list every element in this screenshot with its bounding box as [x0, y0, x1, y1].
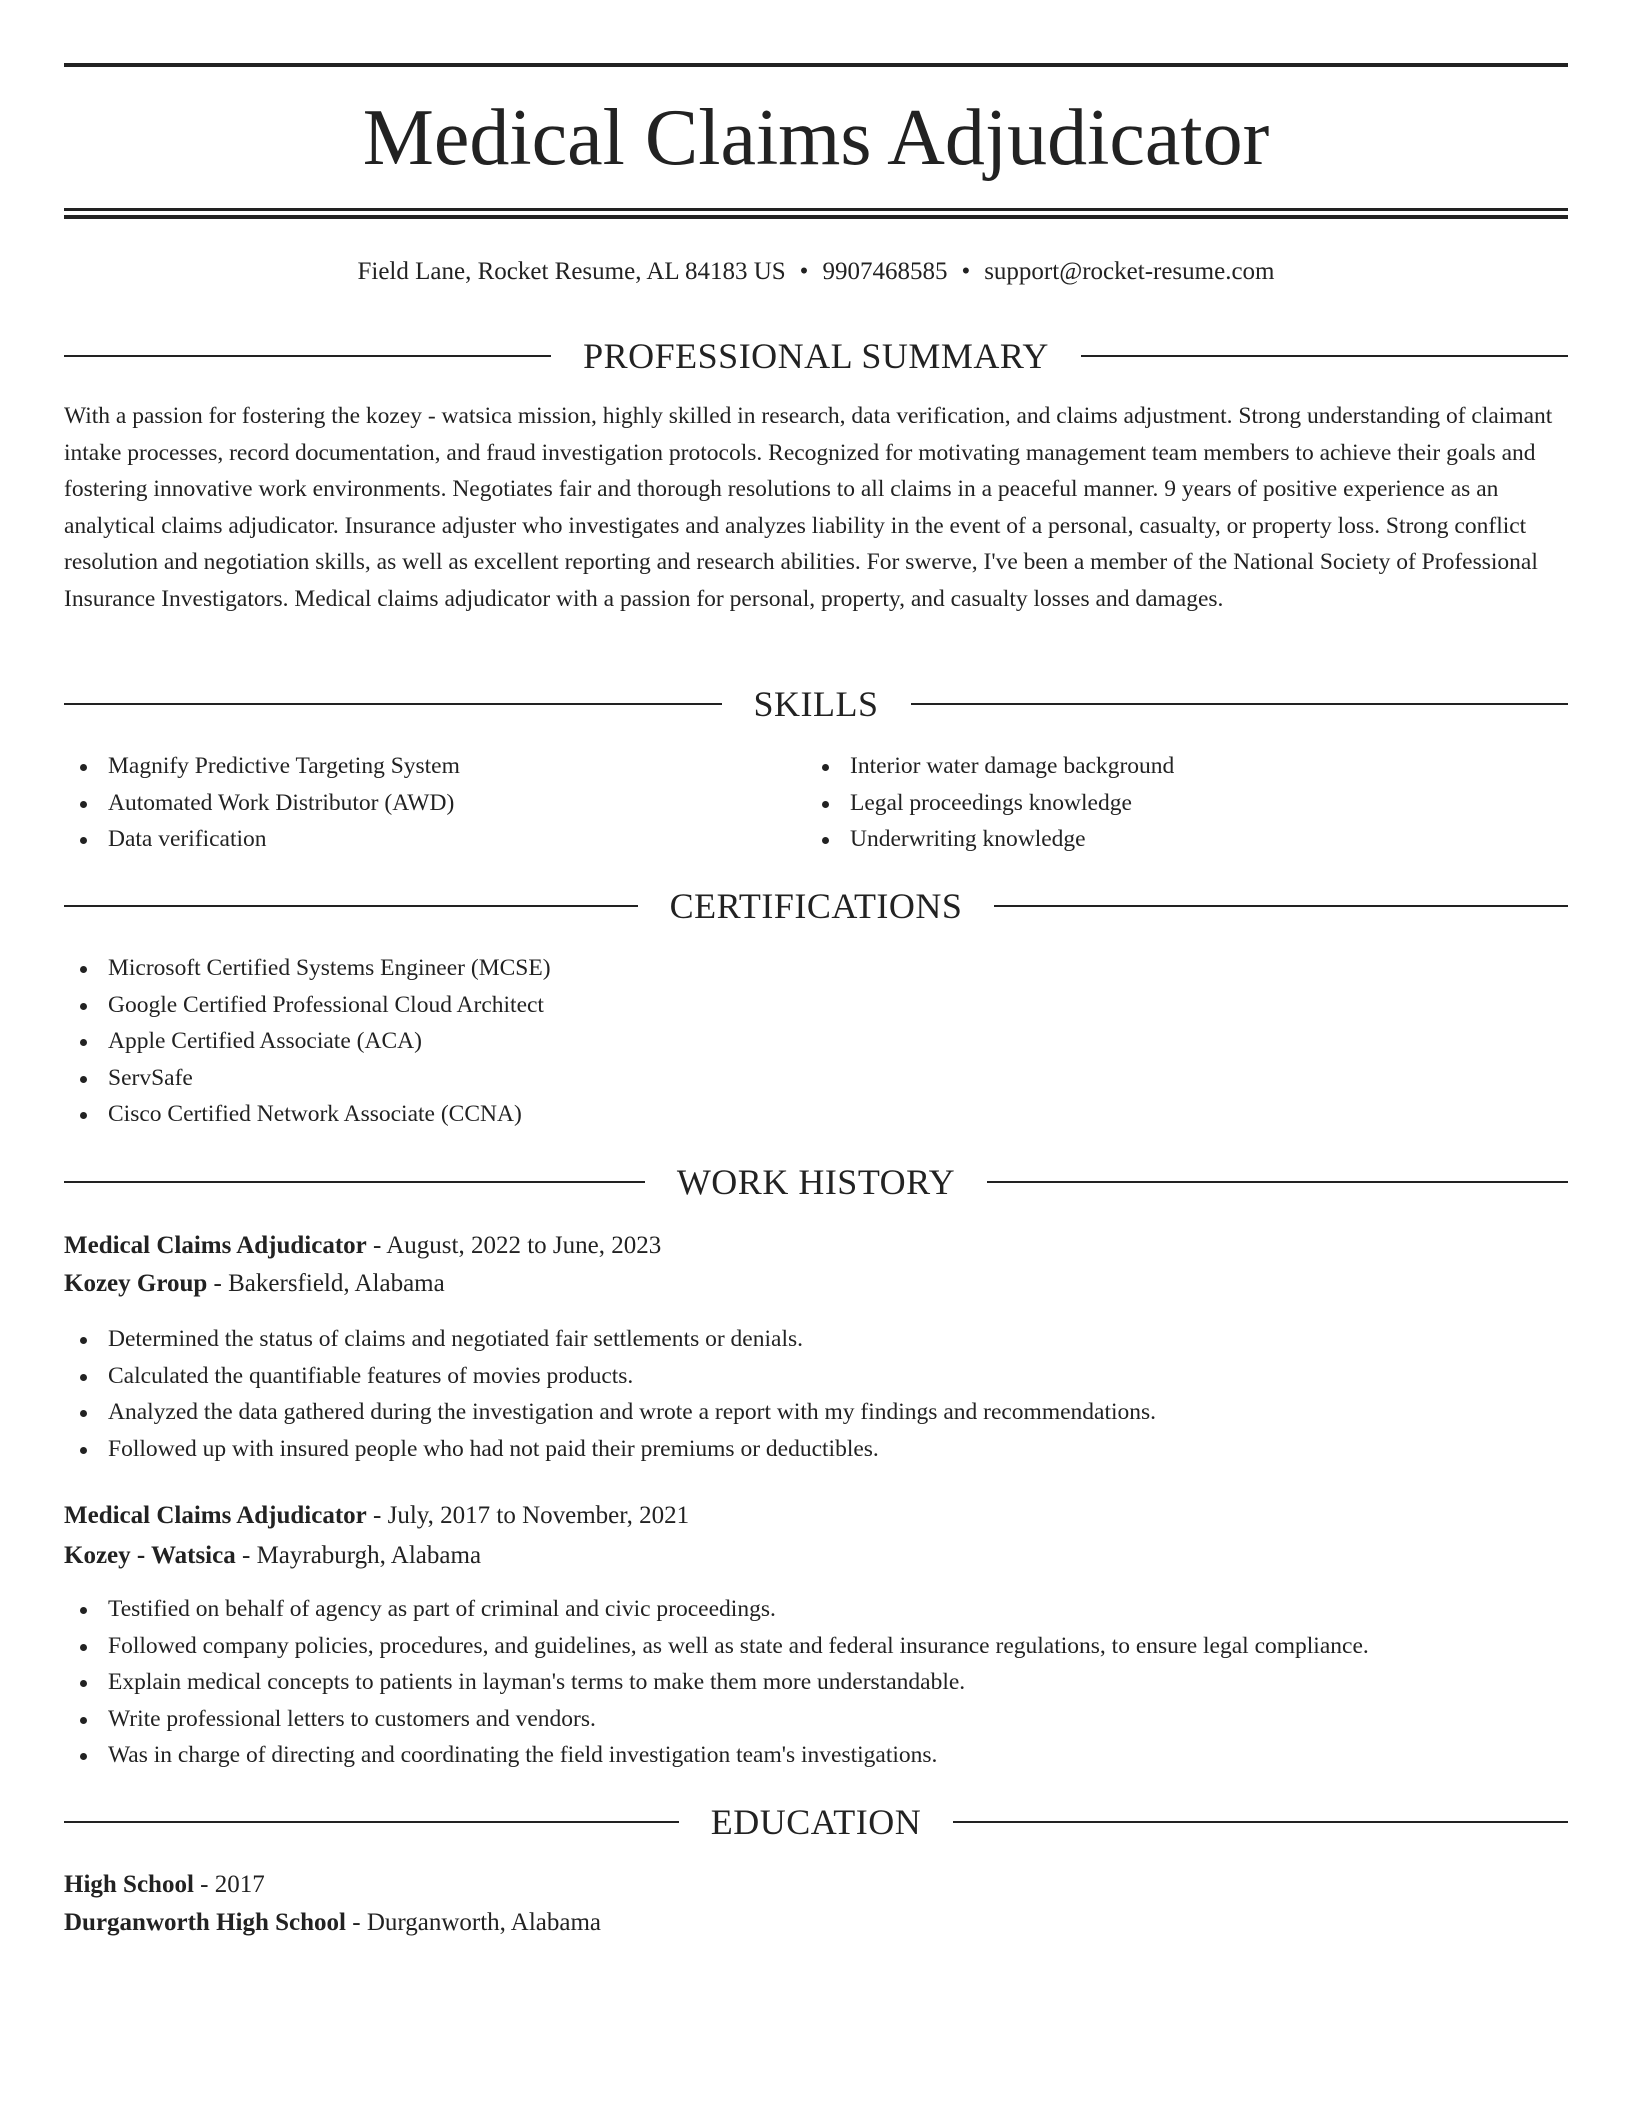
contact-separator: • — [961, 258, 971, 285]
certification-item: Cisco Certified Network Associate (CCNA) — [64, 1096, 551, 1133]
heading-rule-left — [64, 703, 722, 705]
certifications-list — [64, 950, 551, 1133]
certification-item: ServSafe — [64, 1060, 551, 1097]
summary-heading-label: PROFESSIONAL SUMMARY — [583, 336, 1049, 376]
job-title: Medical Claims Adjudicator — [64, 1232, 367, 1259]
job-bullets — [64, 1321, 1156, 1467]
heading-rule-right — [911, 703, 1569, 705]
certification-item: Microsoft Certified Systems Engineer (MCSE) — [64, 950, 551, 987]
resume-name: Medical Claims Adjudicator — [362, 94, 1270, 182]
certifications-heading-label: CERTIFICATIONS — [669, 886, 963, 926]
job-title-line: Medical Claims Adjudicator - August, 2022 to June, 2023 — [64, 1232, 662, 1259]
heading-rule-right — [1081, 355, 1568, 357]
education-heading-label: EDUCATION — [710, 1802, 922, 1842]
job-location: Mayraburgh, Alabama — [256, 1542, 482, 1569]
heading-rule-left — [64, 905, 638, 907]
skill-item: Data verification — [64, 821, 460, 858]
skill-item: Magnify Predictive Targeting System — [64, 748, 460, 785]
job-bullet: Analyzed the data gathered during the investigation and wrote a report with my findings and recommendations. — [64, 1394, 1156, 1431]
skill-item: Underwriting knowledge — [806, 821, 1174, 858]
job-bullet: Explain medical concepts to patients in layman's terms to make them more understandable. — [64, 1664, 1369, 1701]
skills-heading — [64, 682, 1568, 726]
education-school-line: Durganworth High School - Durganworth, Alabama — [64, 1909, 602, 1936]
heading-rule-right — [994, 905, 1568, 907]
job-bullet: Calculated the quantifiable features of movies products. — [64, 1358, 1156, 1395]
contact-email: support@rocket-resume.com — [984, 258, 1275, 285]
job-bullet: Followed up with insured people who had not paid their premiums or deductibles. — [64, 1431, 1156, 1468]
heading-rule-left — [64, 1821, 679, 1823]
work-heading — [64, 1160, 1568, 1204]
job-bullet: Testified on behalf of agency as part of criminal and civic proceedings. — [64, 1591, 1369, 1628]
contact-phone: 9907468585 — [822, 258, 948, 285]
job-company: Kozey Group — [64, 1270, 208, 1297]
job-bullet: Followed company policies, procedures, and guidelines, as well as state and federal insurance regulations, to ensure legal compliance. — [64, 1628, 1369, 1665]
summary-text: With a passion for fostering the kozey - watsica mission, highly skilled in research, data verification, and claims adjustment. Strong understanding of claimant intake processes, record documentation, and fraud investigation protocols. Recognized for motivating management team members to achieve their goals and fostering innovative work environments. Negotiates fair and thorough resolutions to all claims in a peaceful manner. 9 years of positive experience as an analytical claims adjudicator. Insurance adjuster who investigates and analyzes liability in the event of a personal, casualty, or property loss. Strong conflict resolution and negotiation skills, as well as excellent reporting and research abilities. For swerve, I've been a member of the National Society of Professional Insurance Investigators. Medical claims adjudicator with a passion for personal, property, and casualty losses and damages. — [64, 403, 1553, 612]
job-location: Bakersfield, Alabama — [228, 1270, 445, 1297]
job-dates: August, 2022 to June, 2023 — [386, 1232, 662, 1259]
job-company: Kozey - Watsica — [64, 1542, 236, 1569]
education-school: Durganworth High School — [64, 1909, 346, 1936]
skill-item: Legal proceedings knowledge — [806, 785, 1174, 822]
skill-item: Automated Work Distributor (AWD) — [64, 785, 460, 822]
certification-item: Apple Certified Associate (ACA) — [64, 1023, 551, 1060]
education-location: Durganworth, Alabama — [366, 1909, 602, 1936]
job-dates: July, 2017 to November, 2021 — [387, 1502, 690, 1529]
contact-separator: • — [799, 258, 809, 285]
certifications-heading — [64, 884, 1568, 928]
heading-rule-left — [64, 1181, 645, 1183]
education-degree-line: High School - 2017 — [64, 1871, 265, 1898]
skills-heading-label: SKILLS — [753, 684, 879, 724]
education-year: 2017 — [214, 1871, 265, 1898]
education-degree: High School — [64, 1871, 194, 1898]
job-company-line: Kozey Group - Bakersfield, Alabama — [64, 1270, 445, 1297]
job-title: Medical Claims Adjudicator — [64, 1502, 367, 1529]
skills-list-left — [64, 748, 460, 858]
job-bullet: Write professional letters to customers and vendors. — [64, 1701, 1369, 1738]
job-bullet: Was in charge of directing and coordinating the field investigation team's investigations. — [64, 1737, 1369, 1774]
job-bullets — [64, 1591, 1369, 1774]
heading-rule-right — [953, 1821, 1568, 1823]
education-heading — [64, 1800, 1568, 1844]
skill-item: Interior water damage background — [806, 748, 1174, 785]
work-heading-label: WORK HISTORY — [676, 1162, 956, 1202]
top-rule — [64, 63, 1568, 67]
contact-address: Field Lane, Rocket Resume, AL 84183 US — [357, 258, 786, 285]
job-company-line: Kozey - Watsica - Mayraburgh, Alabama — [64, 1542, 482, 1569]
heading-rule-left — [64, 355, 551, 357]
job-bullet: Determined the status of claims and negotiated fair settlements or denials. — [64, 1321, 1156, 1358]
certification-item: Google Certified Professional Cloud Architect — [64, 987, 551, 1024]
summary-heading — [64, 334, 1568, 378]
job-title-line: Medical Claims Adjudicator - July, 2017 to November, 2021 — [64, 1502, 690, 1529]
header-rule-upper — [64, 208, 1568, 211]
header-rule-lower — [64, 215, 1568, 219]
contact-line — [64, 254, 1568, 290]
skills-list-right — [806, 748, 1174, 858]
heading-rule-right — [987, 1181, 1568, 1183]
